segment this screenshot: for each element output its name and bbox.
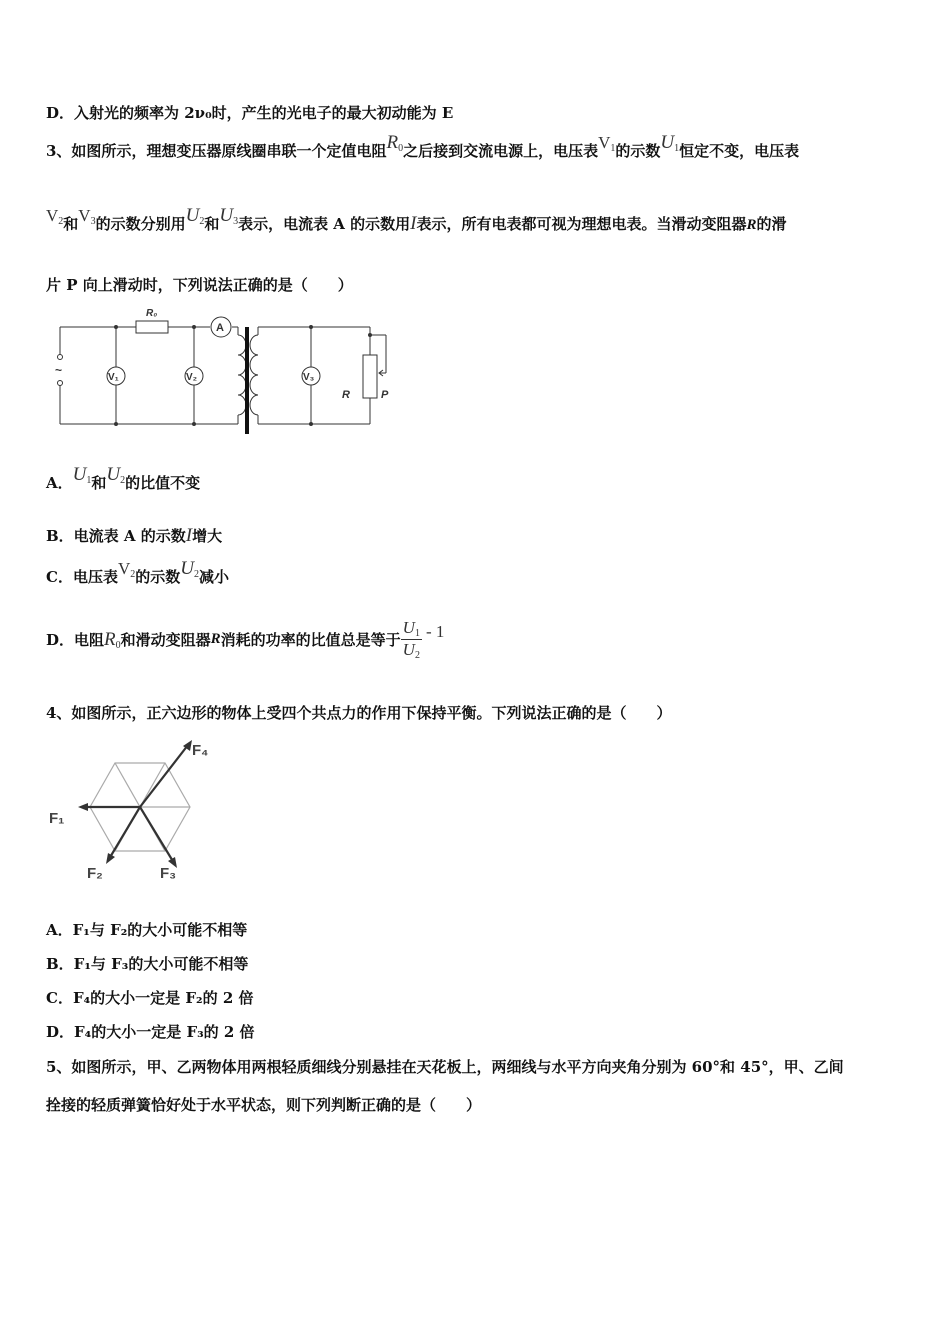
f4-label: F₄	[192, 742, 209, 759]
q3-text: D．电阻	[46, 631, 105, 649]
symbol-v2: $V_2$	[46, 206, 64, 227]
q3-text: B．电流表 A 的示数	[46, 527, 186, 545]
symbol-v3: $V_3$	[78, 206, 96, 227]
v2-label: V₂	[186, 372, 198, 383]
f2-label: F₂	[87, 865, 103, 882]
symbol-r: R	[746, 217, 757, 233]
q3-text: 和滑动变阻器	[120, 631, 211, 649]
q3-stem-line3: 片 P 向上滑动时，下列说法正确的是（ ）	[46, 276, 353, 294]
symbol-r0: $R_0$	[386, 132, 404, 154]
q3-option-b	[46, 525, 222, 547]
v1-label: V₁	[108, 372, 119, 383]
symbol-i: I	[410, 213, 417, 234]
f1-label: F₁	[49, 810, 65, 827]
option-label: A．	[46, 474, 73, 492]
q3-text: 的比值不变	[125, 474, 201, 492]
symbol-r: R	[210, 631, 221, 647]
minus-one: - 1	[425, 621, 445, 641]
force-f3-arrow	[140, 807, 174, 863]
symbol-u2: $U_2$	[180, 558, 199, 580]
hexagon-force-diagram	[40, 733, 220, 883]
q3-text: 的示数	[135, 568, 181, 586]
q3-text: 的示数分别用	[95, 215, 186, 233]
transformer-circuit-diagram	[50, 305, 400, 435]
symbol-i: I	[185, 525, 193, 546]
q3-option-a	[46, 464, 201, 494]
q4-option-c: C．F₄的大小一定是 F₂的 2 倍	[46, 989, 254, 1007]
source-terminal-top	[58, 355, 63, 360]
q3-option-d	[46, 618, 444, 661]
q4-option-a: A．F₁与 F₂的大小可能不相等	[46, 921, 248, 939]
ammeter-label: A	[216, 322, 224, 334]
symbol-u2: $U_2$	[106, 464, 126, 486]
slider-arrow-icon	[379, 370, 386, 376]
q5-stem-line2: 拴接的轻质弹簧恰好处于水平状态，则下列判断正确的是（ ）	[46, 1096, 482, 1114]
q3-text: 减小	[198, 568, 229, 586]
symbol-u2: $U_2$	[185, 205, 205, 227]
symbol-r0: $R_0$	[104, 628, 121, 651]
q3-text: 之后接到交流电源上，电压表	[403, 142, 599, 160]
q3-text: 表示，所有电表都可视为理想电表。当滑动变阻器	[416, 215, 747, 233]
q4-option-d: D．F₄的大小一定是 F₃的 2 倍	[46, 1023, 255, 1041]
q3-text: 增大	[192, 527, 223, 545]
q3-text: 恒定不变，电压表	[679, 142, 800, 160]
q3-text: 3、如图所示，理想变压器原线圈串联一个定值电阻	[46, 142, 387, 160]
p-label: P	[381, 389, 389, 401]
r0-label: R₀	[146, 308, 158, 319]
symbol-u1: $U_1$	[72, 464, 92, 486]
q3-text: 和	[204, 215, 220, 233]
q4-option-b: B．F₁与 F₃的大小可能不相等	[46, 955, 249, 973]
q4-stem: 4、如图所示，正六边形的物体上受四个共点力的作用下保持平衡。下列说法正确的是（ ）	[46, 704, 672, 722]
q5-stem-line1: 5、如图所示，甲、乙两物体用两根轻质细线分别悬挂在天花板上，两细线与水平方向夹角分别为 60°和 45°，甲、乙间	[46, 1058, 844, 1076]
symbol-u3: $U_3$	[219, 205, 239, 227]
v3-label: V₃	[303, 372, 315, 383]
q3-text: C．电压表	[46, 568, 118, 586]
q3-text: 表示，电流表 A 的示数用	[238, 215, 411, 233]
q3-text: 和	[91, 474, 107, 492]
fraction-u1-over-u2: $\frac{U_1}{U_2}$	[402, 618, 420, 661]
symbol-u1: $U_1$	[660, 132, 680, 154]
q3-stem-line1	[46, 132, 800, 162]
force-f4-arrow	[140, 745, 188, 807]
source-terminal-bottom	[58, 381, 63, 386]
rheostat-r	[363, 355, 377, 398]
q3-text: 和	[63, 215, 79, 233]
resistor-r0	[136, 321, 168, 333]
q2-option-d: D．入射光的频率为 2ν₀时，产生的光电子的最大初动能为 E	[46, 104, 454, 122]
r-label: R	[342, 389, 350, 401]
q3-text: 的滑	[756, 215, 787, 233]
q3-stem-line2	[46, 205, 787, 235]
transformer-core	[245, 327, 249, 434]
q3-text: 消耗的功率的比值总是等于	[220, 631, 401, 649]
f3-label: F₃	[160, 865, 177, 882]
symbol-v2: $V_2$	[117, 559, 136, 580]
q3-text: 的示数	[615, 142, 661, 160]
symbol-v1: $V_1$	[598, 133, 616, 154]
q3-option-c	[46, 558, 229, 588]
ac-source-symbol: ~	[55, 363, 63, 377]
